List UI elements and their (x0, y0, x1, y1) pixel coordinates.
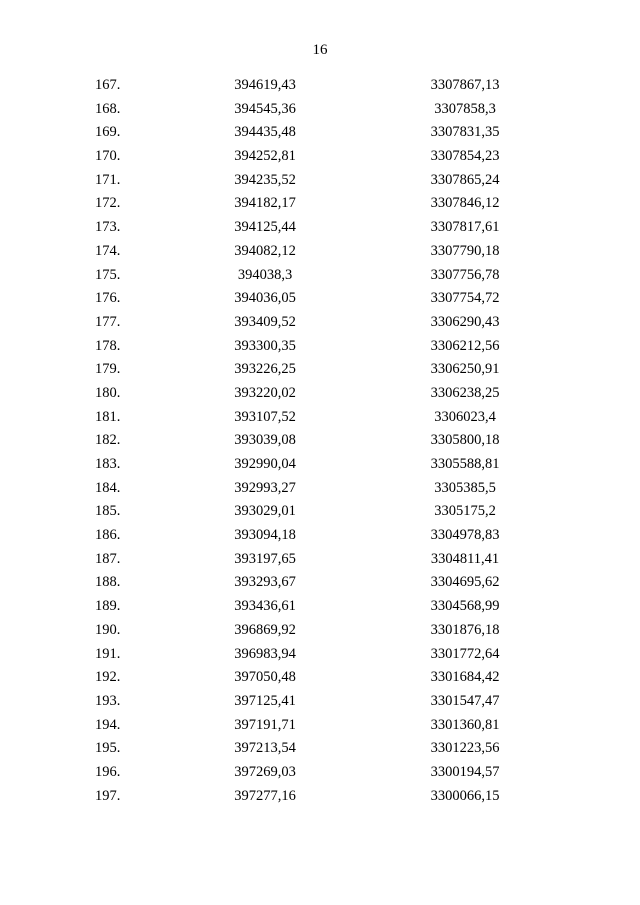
table-row (0, 595, 640, 619)
point-number-cell: 194. (95, 716, 121, 733)
table-row (0, 169, 640, 193)
table-row (0, 335, 640, 359)
x-coordinate-cell: 394252,81 (234, 148, 296, 165)
table-row (0, 406, 640, 430)
table-row (0, 240, 640, 264)
y-coordinate-cell: 3301547,47 (430, 692, 500, 709)
y-coordinate-cell: 3304978,83 (430, 527, 500, 544)
x-coordinate-cell: 393107,52 (234, 408, 296, 425)
table-row (0, 453, 640, 477)
point-number-cell: 179. (95, 361, 121, 378)
y-coordinate-cell: 3301223,56 (430, 740, 500, 757)
table-row (0, 287, 640, 311)
table-row (0, 548, 640, 572)
table-row (0, 358, 640, 382)
y-coordinate-cell: 3301360,81 (430, 716, 500, 733)
x-coordinate-cell: 394619,43 (234, 77, 296, 93)
y-coordinate-cell: 3301772,64 (430, 645, 500, 662)
y-coordinate-cell: 3301876,18 (430, 621, 500, 638)
y-coordinate-cell: 3307865,24 (430, 171, 500, 188)
x-coordinate-cell: 394036,05 (234, 290, 296, 307)
table-row (0, 74, 640, 98)
y-coordinate-cell: 3300194,57 (430, 763, 500, 780)
x-coordinate-cell: 393436,61 (234, 598, 296, 615)
point-number-cell: 182. (95, 432, 121, 449)
y-coordinate-cell: 3305588,81 (430, 456, 500, 472)
point-number-cell: 192. (95, 669, 121, 686)
point-number-cell: 180. (95, 384, 121, 401)
point-number-cell: 197. (95, 787, 121, 804)
point-number-cell: 168. (95, 100, 121, 117)
table-row (0, 571, 640, 595)
table-row (0, 761, 640, 785)
y-coordinate-cell: 3307831,35 (430, 124, 500, 141)
point-number-cell: 187. (95, 550, 121, 567)
page-number: 16 (312, 42, 328, 58)
x-coordinate-cell: 393197,65 (234, 550, 296, 567)
x-coordinate-cell: 394038,3 (237, 266, 293, 283)
y-coordinate-cell: 3307817,61 (430, 219, 500, 236)
y-coordinate-cell: 3301684,42 (430, 669, 500, 686)
point-number-cell: 175. (95, 266, 121, 283)
table-row (0, 98, 640, 122)
x-coordinate-cell: 394082,12 (234, 242, 296, 259)
x-coordinate-cell: 393039,08 (234, 432, 296, 449)
y-coordinate-cell: 3306250,91 (430, 361, 500, 378)
table-row (0, 666, 640, 690)
y-coordinate-cell: 3304695,62 (430, 574, 500, 591)
table-row (0, 785, 640, 809)
x-coordinate-cell: 394125,44 (234, 219, 296, 236)
x-coordinate-cell: 397191,71 (234, 716, 296, 733)
x-coordinate-cell: 394182,17 (234, 195, 296, 212)
x-coordinate-cell: 394235,52 (234, 171, 296, 188)
table-row (0, 382, 640, 406)
coordinates-table (0, 74, 640, 808)
y-coordinate-cell: 3300066,15 (430, 787, 500, 804)
point-number-cell: 181. (95, 408, 121, 425)
table-row (0, 477, 640, 501)
point-number-cell: 191. (95, 645, 121, 662)
table-row (0, 619, 640, 643)
y-coordinate-cell: 3305385,5 (434, 479, 496, 496)
point-number-cell: 183. (95, 456, 121, 472)
x-coordinate-cell: 392993,27 (234, 479, 296, 496)
point-number-cell: 177. (95, 313, 121, 330)
point-number-cell: 172. (95, 195, 121, 212)
y-coordinate-cell: 3307867,13 (430, 77, 500, 93)
y-coordinate-cell: 3305800,18 (430, 432, 500, 449)
x-coordinate-cell: 393293,67 (234, 574, 296, 591)
table-row (0, 690, 640, 714)
x-coordinate-cell: 393094,18 (234, 527, 296, 544)
x-coordinate-cell: 397269,03 (234, 763, 296, 780)
y-coordinate-cell: 3306290,43 (430, 313, 500, 330)
x-coordinate-cell: 396983,94 (234, 645, 296, 662)
point-number-cell: 173. (95, 219, 121, 236)
x-coordinate-cell: 393220,02 (234, 384, 296, 401)
table-row (0, 216, 640, 240)
table-row (0, 737, 640, 761)
x-coordinate-cell: 397125,41 (234, 692, 296, 709)
point-number-cell: 169. (95, 124, 121, 141)
y-coordinate-cell: 3306238,25 (430, 384, 500, 401)
x-coordinate-cell: 394435,48 (234, 124, 296, 141)
x-coordinate-cell: 397213,54 (234, 740, 296, 757)
point-number-cell: 189. (95, 598, 121, 615)
point-number-cell: 185. (95, 503, 121, 520)
y-coordinate-cell: 3307854,23 (430, 148, 500, 165)
point-number-cell: 170. (95, 148, 121, 165)
table-row (0, 121, 640, 145)
y-coordinate-cell: 3307858,3 (434, 100, 496, 117)
table-row (0, 714, 640, 738)
x-coordinate-cell: 393300,35 (234, 337, 296, 354)
x-coordinate-cell: 393029,01 (234, 503, 296, 520)
y-coordinate-cell: 3305175,2 (434, 503, 496, 520)
y-coordinate-cell: 3307756,78 (430, 266, 500, 283)
table-row (0, 311, 640, 335)
table-row (0, 192, 640, 216)
table-row (0, 429, 640, 453)
point-number-cell: 167. (95, 77, 121, 93)
y-coordinate-cell: 3306023,4 (434, 408, 496, 425)
point-number-cell: 190. (95, 621, 121, 638)
point-number-cell: 174. (95, 242, 121, 259)
table-row (0, 145, 640, 169)
table-row (0, 500, 640, 524)
x-coordinate-cell: 392990,04 (234, 456, 296, 472)
point-number-cell: 178. (95, 337, 121, 354)
point-number-cell: 186. (95, 527, 121, 544)
point-number-cell: 196. (95, 763, 121, 780)
point-number-cell: 176. (95, 290, 121, 307)
point-number-cell: 193. (95, 692, 121, 709)
y-coordinate-cell: 3307754,72 (430, 290, 500, 307)
y-coordinate-cell: 3304568,99 (430, 598, 500, 615)
point-number-cell: 188. (95, 574, 121, 591)
x-coordinate-cell: 396869,92 (234, 621, 296, 638)
x-coordinate-cell: 397050,48 (234, 669, 296, 686)
point-number-cell: 171. (95, 171, 121, 188)
y-coordinate-cell: 3304811,41 (430, 550, 500, 567)
y-coordinate-cell: 3307846,12 (430, 195, 500, 212)
table-row (0, 264, 640, 288)
x-coordinate-cell: 397277,16 (234, 787, 296, 804)
point-number-cell: 184. (95, 479, 121, 496)
table-row (0, 524, 640, 548)
x-coordinate-cell: 393409,52 (234, 313, 296, 330)
y-coordinate-cell: 3306212,56 (430, 337, 500, 354)
x-coordinate-cell: 393226,25 (234, 361, 296, 378)
point-number-cell: 195. (95, 740, 121, 757)
x-coordinate-cell: 394545,36 (234, 100, 296, 117)
table-row (0, 643, 640, 667)
y-coordinate-cell: 3307790,18 (430, 242, 500, 259)
